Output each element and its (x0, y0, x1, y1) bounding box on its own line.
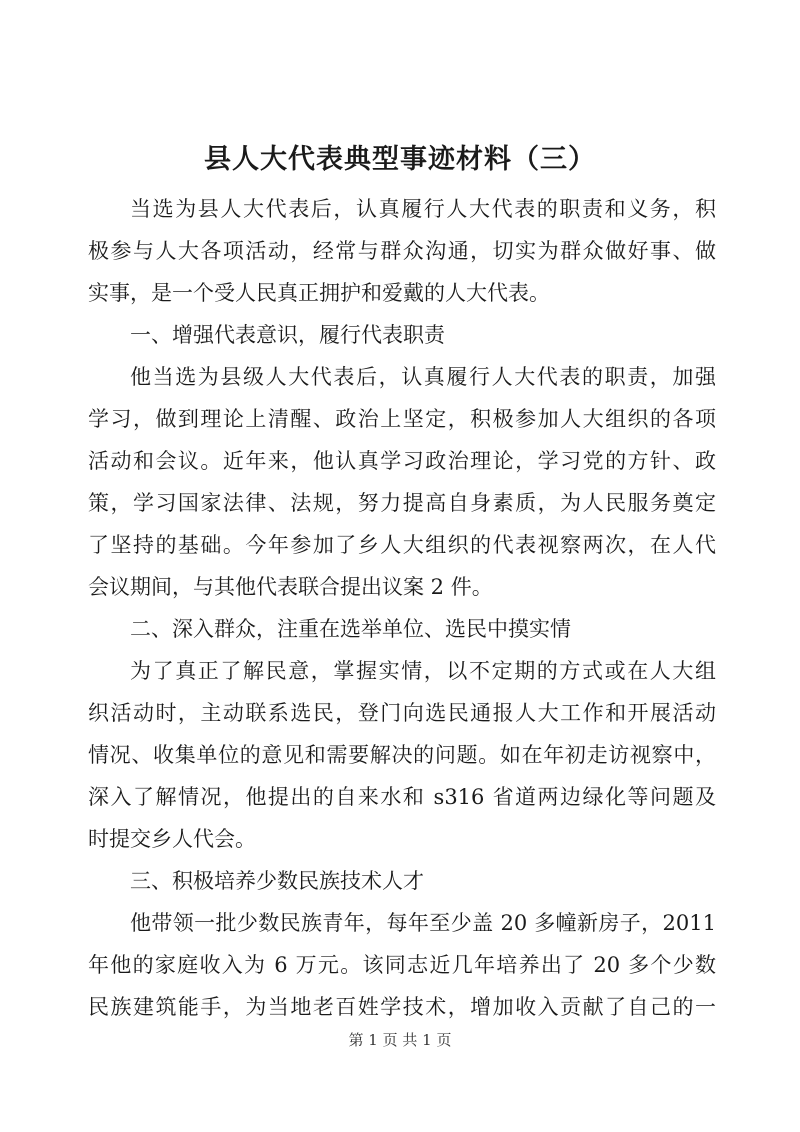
document-title: 县人大代表典型事迹材料（三） (204, 144, 596, 175)
paragraph-line: 活动和会议。近年来，他认真学习政治理论，学习党的方针、政 (88, 449, 716, 473)
paragraph-line: 他带领一批少数民族青年，每年至少盖 20 多幢新房子，2011 (130, 911, 716, 935)
paragraph-line: 学习，做到理论上清醒、政治上坚定，积极参加人大组织的各项 (88, 407, 716, 431)
section-heading: 二、深入群众，注重在选举单位、选民中摸实情 (130, 617, 571, 641)
paragraph-line: 当选为县人大代表后，认真履行人大代表的职责和义务，积 (130, 197, 716, 221)
paragraph-line: 情况、收集单位的意见和需要解决的问题。如在年初走访视察中， (88, 743, 716, 767)
paragraph-line: 民族建筑能手，为当地老百姓学技术，增加收入贡献了自己的一 (88, 995, 716, 1019)
paragraph-line: 实事，是一个受人民真正拥护和爱戴的人大代表。 (88, 281, 550, 305)
paragraph-line: 他当选为县级人大代表后，认真履行人大代表的职责，加强 (130, 365, 716, 389)
paragraph-line: 极参与人大各项活动，经常与群众沟通，切实为群众做好事、做 (88, 239, 716, 263)
paragraph-line: 时提交乡人代会。 (88, 827, 256, 851)
section-heading: 三、积极培养少数民族技术人才 (130, 869, 424, 893)
paragraph-line: 为了真正了解民意，掌握实情，以不定期的方式或在人大组 (130, 659, 716, 683)
paragraph-line: 深入了解情况，他提出的自来水和 s316 省道两边绿化等问题及 (88, 785, 716, 809)
paragraph-line: 年他的家庭收入为 6 万元。该同志近几年培养出了 20 多个少数 (88, 953, 716, 977)
paragraph-line: 策，学习国家法律、法规，努力提高自身素质，为人民服务奠定 (88, 491, 716, 515)
paragraph-line: 了坚持的基础。今年参加了乡人大组织的代表视察两次，在人代 (88, 533, 716, 557)
paragraph-line: 织活动时，主动联系选民，登门向选民通报人大工作和开展活动 (88, 701, 716, 725)
page-footer: 第 1 页 共 1 页 (348, 1031, 452, 1049)
paragraph-line: 会议期间，与其他代表联合提出议案 2 件。 (88, 575, 493, 599)
section-heading: 一、增强代表意识，履行代表职责 (130, 323, 445, 347)
